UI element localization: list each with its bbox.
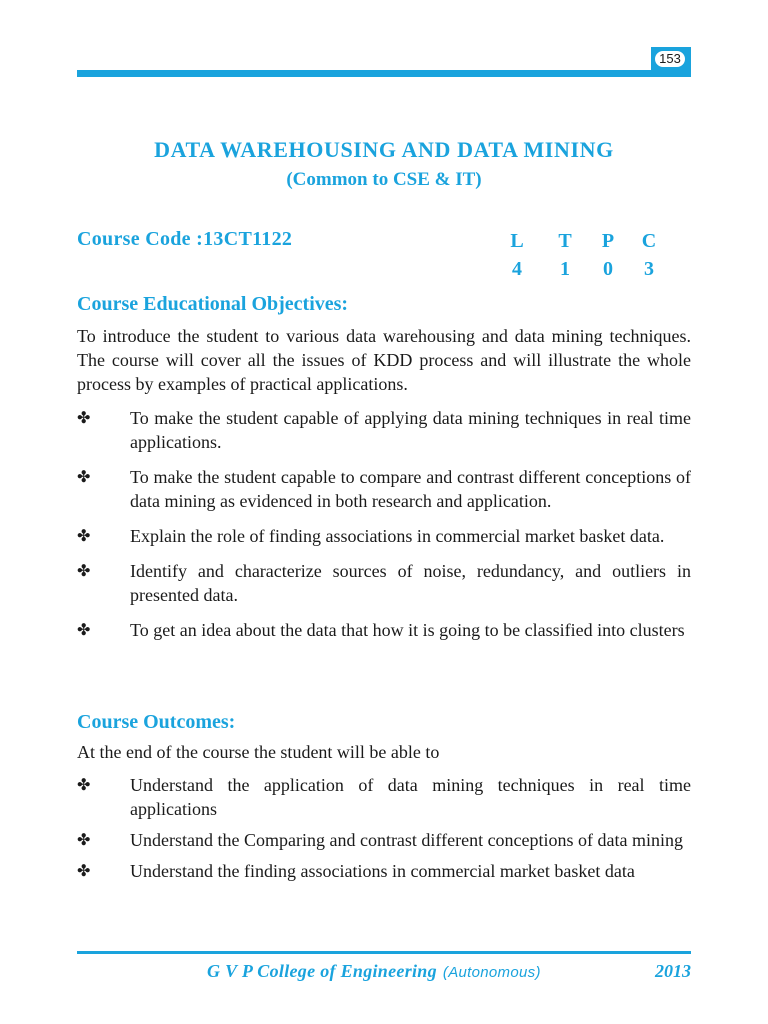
list-item xyxy=(77,524,691,548)
four-petal-clover-icon: ✤ xyxy=(77,775,91,794)
outcome-text: Understand the finding associations in commercial market basket data xyxy=(130,861,635,881)
objective-text: To make the student capable to compare and contrast different conceptions of data mining as evidenced in both research and application. xyxy=(130,467,691,511)
ltpc-header-c: C xyxy=(641,230,657,252)
page-number: 153 xyxy=(654,50,686,68)
ltpc-header-t: T xyxy=(558,230,572,252)
ltpc-value-p: 0 xyxy=(603,258,613,280)
ltpc-header-p: P xyxy=(601,230,615,252)
objectives-heading: Course Educational Objectives: xyxy=(77,293,349,315)
list-item xyxy=(77,559,691,607)
objective-text: Identify and characterize sources of noise, redundancy, and outliers in presented data. xyxy=(130,561,691,605)
outcomes-intro: At the end of the course the student will be able to xyxy=(77,742,440,762)
page-number-badge xyxy=(651,47,691,71)
ltpc-value-t: 1 xyxy=(560,258,570,280)
four-petal-clover-icon: ✤ xyxy=(77,830,91,849)
ltpc-value-c: 3 xyxy=(644,258,654,280)
footer-college xyxy=(207,958,541,986)
four-petal-clover-icon: ✤ xyxy=(77,561,91,580)
page-footer xyxy=(77,958,691,984)
list-item xyxy=(77,859,691,883)
four-petal-clover-icon: ✤ xyxy=(77,620,91,639)
objective-text: To make the student capable of applying data mining techniques in real time applications. xyxy=(130,408,691,452)
footer-rule xyxy=(77,951,691,954)
ltpc-table xyxy=(0,228,768,284)
list-item xyxy=(77,618,691,642)
list-item xyxy=(77,773,691,821)
list-item xyxy=(77,406,691,454)
four-petal-clover-icon: ✤ xyxy=(77,861,91,880)
objective-text: Explain the role of finding associations in commercial market basket data. xyxy=(130,526,665,546)
outcomes-list xyxy=(77,773,691,883)
four-petal-clover-icon: ✤ xyxy=(77,526,91,545)
objectives-intro: To introduce the student to various data warehousing and data mining techniques. The course will cover all the issues of KDD process and will illustrate the whole process by examples of practical applications. xyxy=(77,326,691,394)
autonomous-label: (Autonomous) xyxy=(442,964,541,981)
outcome-text: Understand the application of data mining techniques in real time applications xyxy=(130,775,691,819)
ltpc-header-l: L xyxy=(510,230,524,252)
ltpc-value-l: 4 xyxy=(512,258,522,280)
footer-year: 2013 xyxy=(655,961,691,981)
four-petal-clover-icon: ✤ xyxy=(77,467,91,486)
four-petal-clover-icon: ✤ xyxy=(77,408,91,427)
objective-text: To get an idea about the data that how it is going to be classified into clusters xyxy=(130,620,685,640)
list-item xyxy=(77,828,691,852)
outcomes-heading: Course Outcomes: xyxy=(77,711,236,733)
course-title: DATA WAREHOUSING AND DATA MINING xyxy=(154,137,614,162)
college-name: G V P College of Engineering xyxy=(207,961,437,981)
course-subtitle: (Common to CSE & IT) xyxy=(286,169,482,190)
list-item xyxy=(77,465,691,513)
course-code: Course Code :13CT1122 xyxy=(77,228,293,250)
objectives-list xyxy=(77,406,691,642)
header-rule xyxy=(77,70,691,77)
outcome-text: Understand the Comparing and contrast different conceptions of data mining xyxy=(130,830,684,850)
